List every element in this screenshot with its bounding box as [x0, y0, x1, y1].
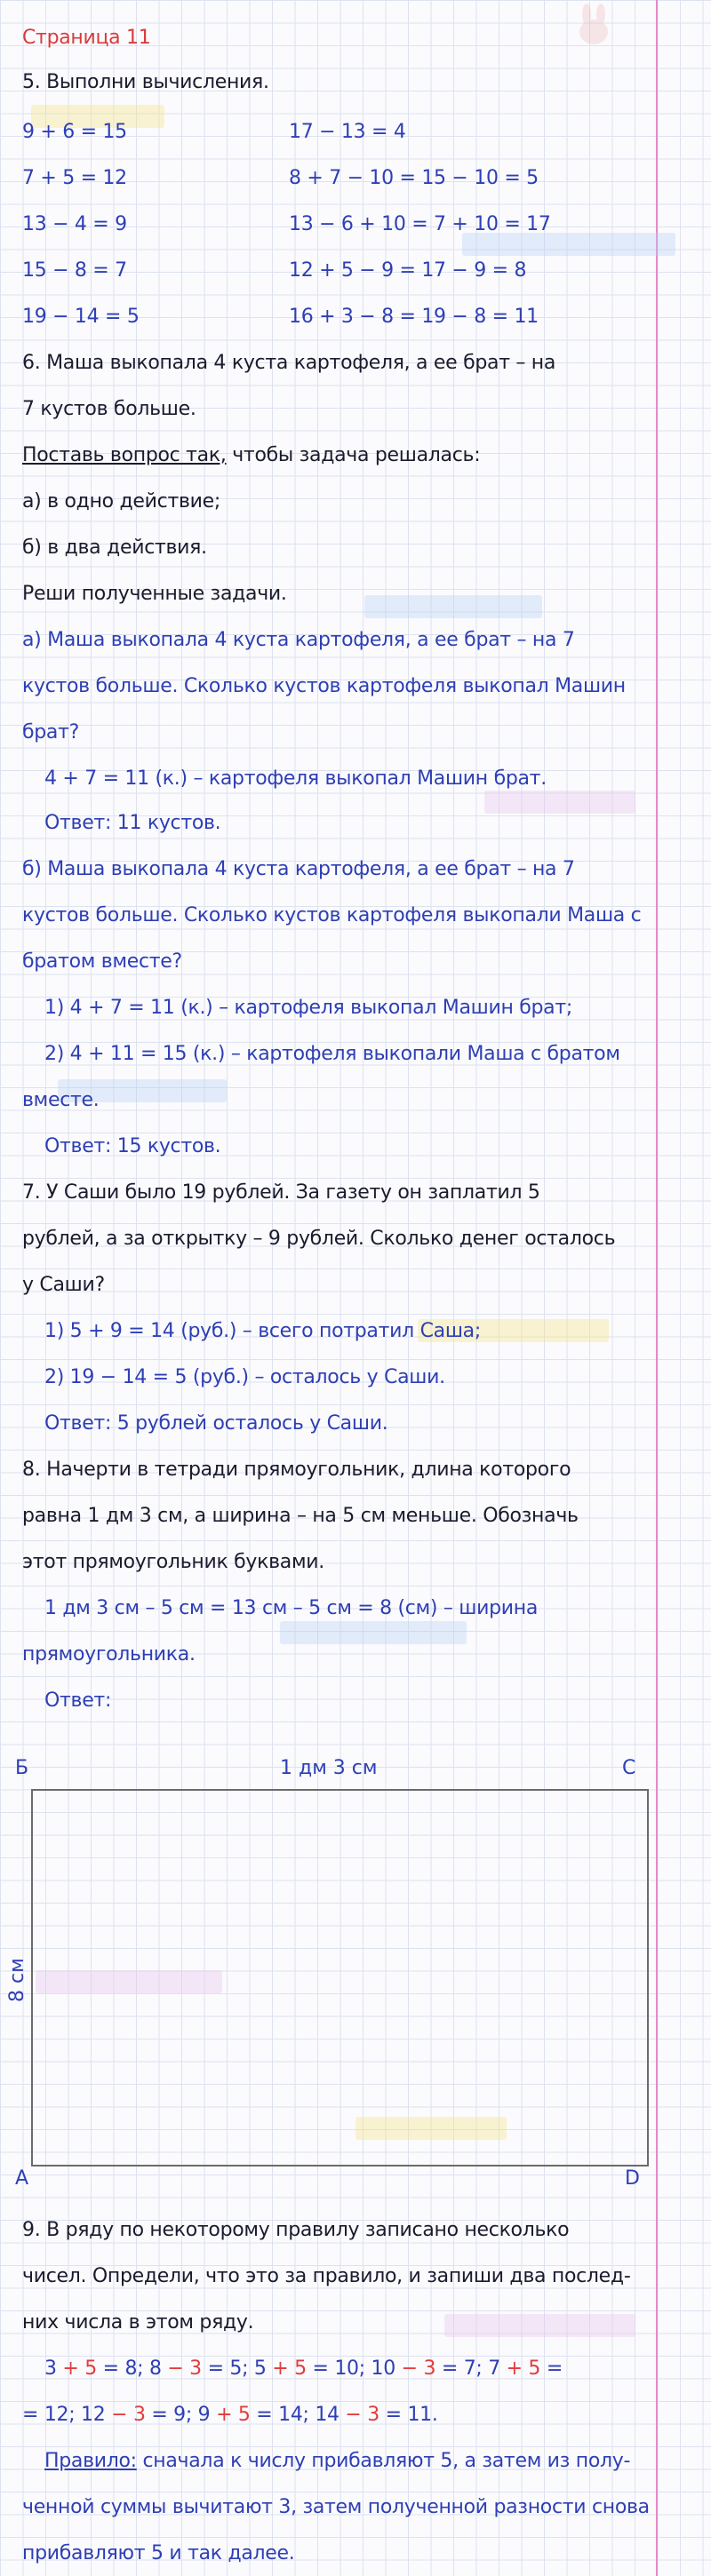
- task5-right-expression: 16 + 3 − 8 = 19 − 8 = 11: [289, 306, 539, 328]
- task6-solve-instruction: Реши полученные задачи.: [22, 583, 287, 605]
- task6-question-instruction: [22, 442, 480, 469]
- sequence-value: = 14; 14: [250, 2404, 346, 2426]
- task9-text-line: них числа в этом ряду.: [22, 2311, 254, 2334]
- watermark-highlight: [484, 791, 635, 814]
- rectangle-length-label: 1 дм 3 см: [280, 1757, 378, 1779]
- task6-b-problem-line: кустов больше. Сколько кустов картофеля выкопали Маша с: [22, 904, 642, 926]
- corner-label-top-left: Б: [15, 1757, 29, 1779]
- task9-rule-line: прибавляют 5 и так далее.: [22, 2542, 295, 2564]
- task9-sequence-line: [22, 2402, 438, 2429]
- task7-step1: 1) 5 + 9 = 14 (руб.) – всего потратил Саша;: [44, 1320, 481, 1342]
- task7-step2: 2) 19 − 14 = 5 (руб.) – осталось у Саши.: [44, 1366, 445, 1388]
- task6-b-problem-line: б) Маша выкопала 4 куста картофеля, а ее брат – на 7: [22, 858, 575, 880]
- task7-answer: Ответ: 5 рублей осталось у Саши.: [44, 1412, 388, 1435]
- sequence-value: = 11.: [379, 2404, 438, 2426]
- task6-a-problem-line: кустов больше. Сколько кустов картофеля выкопал Машин: [22, 675, 626, 697]
- rectangle-width-label: 8 см: [6, 1958, 28, 2002]
- task9-text-line: чисел. Определи, что это за правило, и запиши два послед-: [22, 2265, 631, 2287]
- task8-calculation: 1 дм 3 см – 5 см = 13 см – 5 см = 8 (см) – ширина: [44, 1597, 539, 1619]
- corner-label-top-right: С: [622, 1757, 636, 1779]
- task5-left-expression: 7 + 5 = 12: [22, 167, 127, 189]
- task5-right-expression: 8 + 7 − 10 = 15 − 10 = 5: [289, 167, 539, 189]
- task9-rule-prefix: Правило:: [44, 2450, 137, 2472]
- task5-left-expression: 13 − 4 = 9: [22, 213, 127, 235]
- task8-text-line: равна 1 дм 3 см, а ширина – на 5 см меньше. Обозначь: [22, 1505, 579, 1527]
- task6-question-rest: чтобы задача решалась:: [226, 444, 481, 466]
- task6-option-a: а) в одно действие;: [22, 490, 220, 513]
- task5-left-expression: 19 − 14 = 5: [22, 306, 140, 328]
- task8-calculation-continuation: прямоугольника.: [22, 1643, 196, 1666]
- task6-question-prefix: Поставь вопрос так,: [22, 444, 227, 466]
- task7-text-line: рублей, а за открытку – 9 рублей. Сколько денег осталось: [22, 1228, 616, 1250]
- sequence-operation: + 5: [506, 2357, 541, 2380]
- task5-left-expression: 15 − 8 = 7: [22, 259, 127, 282]
- sequence-value: = 10; 10: [306, 2357, 402, 2380]
- task6-b-step2-continuation: вместе.: [22, 1089, 100, 1111]
- task6-b-problem-line: братом вместе?: [22, 950, 182, 973]
- task6-b-step2: 2) 4 + 11 = 15 (к.) – картофеля выкопали Маша с братом: [44, 1043, 620, 1065]
- sequence-operation: − 3: [401, 2357, 436, 2380]
- task6-option-b: б) в два действия.: [22, 537, 207, 559]
- sequence-operation: + 5: [272, 2357, 307, 2380]
- task9-rule-text: сначала к числу прибавляют 5, а затем из полу-: [136, 2450, 631, 2472]
- sequence-value: = 7; 7: [435, 2357, 507, 2380]
- sequence-operation: − 3: [111, 2404, 146, 2426]
- task6-a-problem-line: брат?: [22, 721, 80, 743]
- task9-text-line: 9. В ряду по некоторому правилу записано несколько: [22, 2219, 570, 2241]
- task5-left-expression: 9 + 6 = 15: [22, 121, 127, 143]
- corner-label-bottom-right: D: [625, 2167, 640, 2190]
- sequence-operation: − 3: [167, 2357, 202, 2380]
- watermark-highlight: [444, 2314, 635, 2337]
- task6-a-solution: 4 + 7 = 11 (к.) – картофеля выкопал Машин брат.: [44, 767, 547, 790]
- task6-text-line: 6. Маша выкопала 4 куста картофеля, а ее брат – на: [22, 352, 556, 374]
- task9-sequence-line: [44, 2356, 563, 2382]
- task6-a-answer: Ответ: 11 кустов.: [44, 812, 221, 834]
- task6-text-line: 7 кустов больше.: [22, 398, 196, 420]
- corner-label-bottom-left: А: [15, 2167, 29, 2190]
- sequence-value: 3: [44, 2357, 63, 2380]
- task9-rule: [44, 2448, 630, 2475]
- task5-right-expression: 13 − 6 + 10 = 7 + 10 = 17: [289, 213, 551, 235]
- sequence-value: = 12; 12: [22, 2404, 112, 2426]
- task5-right-expression: 17 − 13 = 4: [289, 121, 406, 143]
- task7-text-line: 7. У Саши было 19 рублей. За газету он заплатил 5: [22, 1181, 540, 1204]
- rabbit-logo-icon: [567, 4, 620, 48]
- task5-right-expression: 12 + 5 − 9 = 17 − 9 = 8: [289, 259, 527, 282]
- task9-rule-line: ченной суммы вычитают 3, затем полученной разности снова: [22, 2496, 650, 2518]
- task5-title: 5. Выполни вычисления.: [22, 71, 269, 93]
- notebook-margin-line: [656, 0, 658, 2576]
- drawn-rectangle: [31, 1789, 649, 2167]
- sequence-value: =: [540, 2357, 563, 2380]
- task8-text-line: 8. Начерти в тетради прямоугольник, длина которого: [22, 1459, 571, 1481]
- sequence-operation: − 3: [345, 2404, 379, 2426]
- task6-a-problem-line: а) Маша выкопала 4 куста картофеля, а ее брат – на 7: [22, 629, 575, 651]
- sequence-value: = 5; 5: [201, 2357, 273, 2380]
- sequence-operation: + 5: [216, 2404, 251, 2426]
- watermark-highlight: [364, 595, 542, 618]
- watermark-highlight: [280, 1621, 467, 1644]
- task8-answer: Ответ:: [44, 1690, 112, 1712]
- sequence-value: = 8; 8: [96, 2357, 168, 2380]
- task6-b-step1: 1) 4 + 7 = 11 (к.) – картофеля выкопал Машин брат;: [44, 997, 572, 1019]
- task8-text-line: этот прямоугольник буквами.: [22, 1551, 324, 1573]
- sequence-operation: + 5: [62, 2357, 97, 2380]
- task6-b-answer: Ответ: 15 кустов.: [44, 1135, 221, 1157]
- page-title: Страница 11: [22, 27, 151, 49]
- task7-text-line: у Саши?: [22, 1274, 105, 1296]
- sequence-value: = 9; 9: [145, 2404, 217, 2426]
